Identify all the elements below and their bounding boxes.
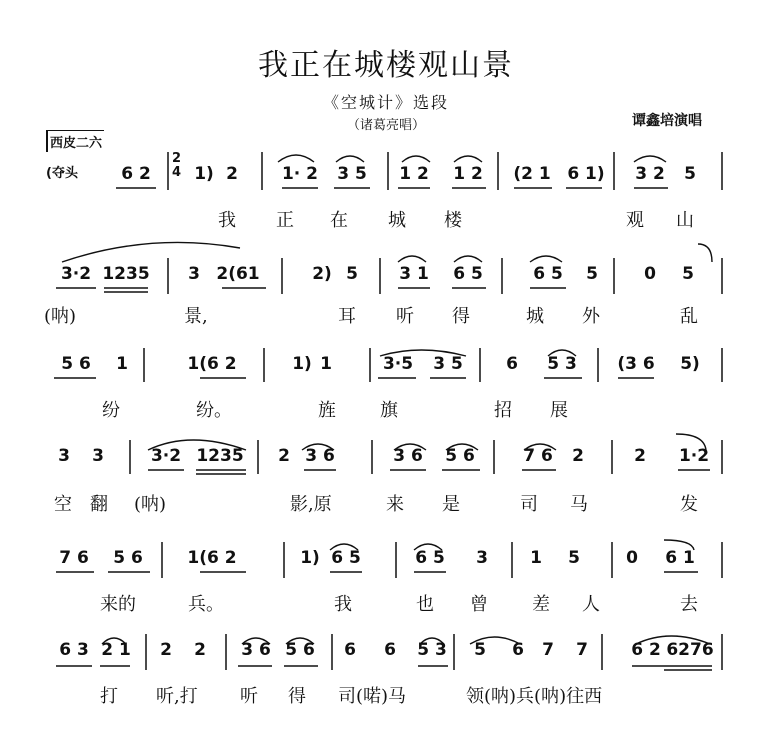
lyric: 楼 [444, 210, 462, 231]
lyric: 也 [416, 594, 434, 615]
note: 3 6 [241, 640, 271, 660]
note: 3 [188, 264, 200, 284]
note: 3 5 [433, 354, 463, 374]
lyric: 招 [494, 400, 512, 421]
note: 1·2 [678, 446, 710, 466]
lyric: 听 [240, 686, 258, 707]
lyric: 纷。 [196, 400, 232, 421]
note: 1(6 2 [187, 548, 237, 568]
note: 6 2 [121, 164, 151, 184]
note: 6 5 [533, 264, 563, 284]
lyric: (呐) [134, 494, 167, 515]
note: 2) [312, 264, 332, 284]
lyric: 打 [100, 686, 118, 707]
note: 2 [634, 446, 646, 466]
lyric: 翻 [90, 494, 108, 515]
note: 1) [194, 164, 214, 184]
note: 6 [512, 640, 524, 660]
note: 7 [542, 640, 554, 660]
note: 6 5 [453, 264, 483, 284]
note: 3 6 [393, 446, 423, 466]
note: 3 [92, 446, 104, 466]
lyric: 景, [184, 306, 208, 327]
note: 6 [506, 354, 518, 374]
lyric: 外 [582, 306, 600, 327]
note: 2 [278, 446, 290, 466]
note: 6 5 [415, 548, 445, 568]
performer: 谭鑫培演唱 [632, 113, 702, 129]
note: 6 1) [567, 164, 605, 184]
note: 5 [474, 640, 486, 660]
lyric: 正 [276, 210, 294, 231]
lyric: 空 [54, 494, 72, 515]
lyric: 是 [442, 494, 460, 515]
lyric: 兵。 [188, 594, 224, 615]
note: 0 [644, 264, 656, 284]
note: 1235 [196, 446, 244, 466]
lyric: 展 [550, 400, 568, 421]
note: 5 [586, 264, 598, 284]
note: 5) [680, 354, 700, 374]
note: 3 5 [337, 164, 367, 184]
lyric: 观 [626, 210, 644, 231]
mode-tag: 西皮二六 [46, 130, 104, 152]
note: 7 6 [59, 548, 89, 568]
singer-note: （诸葛亮唱） [346, 118, 425, 133]
note: 2 [160, 640, 172, 660]
note: 1 2 [453, 164, 483, 184]
lyric: 来的 [100, 594, 136, 615]
lyric: 曾 [470, 594, 488, 615]
note: 3 2 [635, 164, 665, 184]
lyric: 听 [396, 306, 414, 327]
note: 1 [116, 354, 128, 374]
note: 5 [682, 264, 694, 284]
time-signature-bottom: 4 [172, 165, 182, 180]
lyric: 旗 [380, 400, 398, 421]
note: 3 6 [305, 446, 335, 466]
note: 3 [58, 446, 70, 466]
intro-tag: (夺头 [46, 166, 78, 181]
note: 0 [626, 548, 638, 568]
note: 1 [320, 354, 332, 374]
lyric: 耳 [338, 306, 356, 327]
note: 6 2 [631, 640, 661, 660]
note: 5 6 [445, 446, 475, 466]
lyric: 听,打 [156, 686, 198, 707]
lyric: 去 [680, 594, 698, 615]
lyric: 我 [334, 594, 352, 615]
note: 5 [346, 264, 358, 284]
note: 6276 [666, 640, 714, 660]
note: 6 3 [59, 640, 89, 660]
lyric: 发 [680, 494, 698, 515]
note: 5 [684, 164, 696, 184]
note: 3·2 [150, 446, 182, 466]
lyric: 旌 [318, 400, 336, 421]
lyric: (呐) [44, 306, 77, 327]
note: 7 [576, 640, 588, 660]
time-signature-top: 2 [172, 151, 182, 166]
note: 5 6 [61, 354, 91, 374]
lyric: 司 [520, 494, 538, 515]
note: 2(61 [216, 264, 260, 284]
lyric: 人 [582, 594, 600, 615]
lyric: 司(喏)马 [338, 686, 407, 707]
lyric: 山 [676, 210, 694, 231]
lyric: 乱 [680, 306, 698, 327]
note: 3·5 [382, 354, 414, 374]
note: 6 [384, 640, 396, 660]
note: 1(6 2 [187, 354, 237, 374]
note: 5 3 [417, 640, 447, 660]
note: 5 6 [113, 548, 143, 568]
lyric: 影,原 [290, 494, 332, 515]
lyric: 得 [288, 686, 306, 707]
lyric: 城 [388, 210, 406, 231]
note: 2 [194, 640, 206, 660]
lyric: 我 [218, 210, 236, 231]
note: (2 1 [513, 164, 551, 184]
note: 6 [344, 640, 356, 660]
lyric: 来 [386, 494, 404, 515]
note: 6 1 [665, 548, 695, 568]
note: 1 2 [399, 164, 429, 184]
lyric: 马 [570, 494, 588, 515]
note: 1· 2 [281, 164, 319, 184]
note: 1) [300, 548, 320, 568]
lyric: 领(呐)兵(呐)往西 [466, 686, 603, 707]
lyric: 差 [532, 594, 550, 615]
note: 1 [530, 548, 542, 568]
lyric: 得 [452, 306, 470, 327]
note: 5 3 [547, 354, 577, 374]
subtitle: 《空城计》选段 [322, 93, 449, 112]
lyric: 在 [330, 210, 348, 231]
lyric: 纷 [102, 400, 120, 421]
note: 2 [572, 446, 584, 466]
note: 1) [292, 354, 312, 374]
note: (3 6 [617, 354, 655, 374]
note: 2 1 [101, 640, 131, 660]
note: 3 1 [399, 264, 429, 284]
note: 3 [476, 548, 488, 568]
note: 5 [568, 548, 580, 568]
note: 7 6 [523, 446, 553, 466]
note: 3·2 [60, 264, 92, 284]
note: 6 5 [331, 548, 361, 568]
note: 1235 [102, 264, 150, 284]
lyric: 城 [526, 306, 544, 327]
song-title: 我正在城楼观山景 [258, 48, 514, 83]
note: 2 [226, 164, 238, 184]
note: 5 6 [285, 640, 315, 660]
